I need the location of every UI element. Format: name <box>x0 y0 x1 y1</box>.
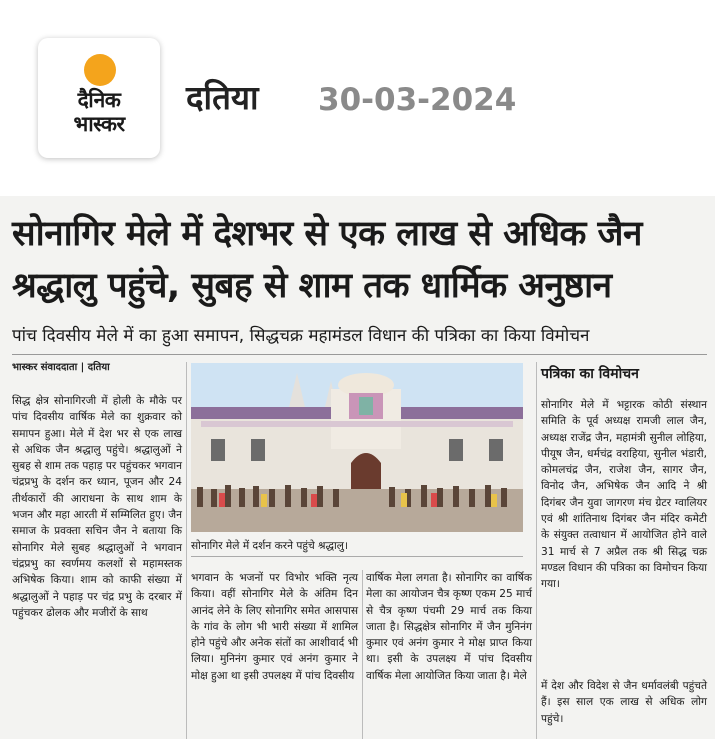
headline-line-1: सोनागिर मेले में देशभर से एक लाख से अधिक जैन <box>12 214 642 254</box>
logo-line-1: दैनिक <box>77 88 121 112</box>
sidebar-title: पत्रिका का विमोचन <box>541 366 639 382</box>
column-divider <box>362 570 363 739</box>
divider <box>12 354 707 355</box>
temple-photo <box>191 363 523 532</box>
article-column-3: वार्षिक मेला लगता है। सोनागिर का वार्षिक मेला का आयोजन चैत्र कृष्ण एकम 25 मार्च से चैत्र कृष्ण पंचमी 29 मार्च तक किया जाता है। सिद्धक्षेत्र सोनागिर में जैन मुनिनंग कुमार एवं अनंग कुमार ने मोक्ष प्राप्त किया था। इसी के उपलक्ष्य में पांच दिवसीय वार्षिक मेला आयोजित किया जाता है। मेले <box>366 572 532 682</box>
article-column-1: सिद्ध क्षेत्र सोनागिरजी में होली के मौके पर पांच दिवसीय वार्षिक मेले का शुक्रवार को समापन हुआ। मेले में देश भर से एक लाख से अधिक जैन श्रद्धालु पहुंचे। श्रद्धालुओं ने सुबह से शाम तक पहाड़ पर पहुंचकर भगवान चंद्रप्रभु के दर्शन कर ध्यान, पूजन और 24 तीर्थकारों की आराधना के साथ शाम के भजन और महा आरती में सम्मिलित हुए। जैन समाज के प्रवक्ता सचिन जैन ने बताया कि सोनागिर मेले सुबह श्रद्धालुओं ने भगवान चंद्रप्रभु का स्वर्णमय कलशों से महामस्तक अभिषेक किया। शाम को काफी संख्या में श्रद्धालुओं ने पहाड़ पर चंद्र प्रभु के दरबार में पहुंचकर ढोलक और मजीरों के साथ <box>12 395 182 619</box>
headline-line-2: श्रद्धालु पहुंचे, सुबह से शाम तक धार्मिक अनुष्ठान <box>12 266 612 306</box>
article-column-2: भगवान के भजनों पर विभोर भक्ति नृत्य किया। वहीं सोनागिर मेले के अंतिम दिन आनंद लेने के लिए सोनागिर समेत आसपास के गांव के लोग भी भारी संख्या में शामिल होने पहुंचे और अनेक संतों का आशीवार्द भी लिया। मुनिनंग कुमार एवं अनंग कुमार ने मोक्ष हुआ था इसी उपलक्ष्य में पांच दिवसीय <box>191 572 358 682</box>
sun-logo-icon <box>84 54 116 86</box>
date-label: 30-03-2024 <box>318 82 517 118</box>
byline: भास्कर संवाददाता | दतिया <box>12 362 110 373</box>
column-divider <box>536 362 537 739</box>
column-divider <box>186 362 187 739</box>
article-column-4-continued: में देश और विदेश से जैन धर्मावलंबी पहुंचते हैं। इस साल एक लाख से अधिक लोग पहुंचे। <box>541 680 707 725</box>
dainik-bhaskar-logo <box>38 38 160 158</box>
photo-caption: सोनागिर मेले में दर्शन करने पहुंचे श्रद्धालु। <box>191 538 523 557</box>
article-column-4: सोनागिर मेले में भट्टारक कोठी संस्थान समिति के पूर्व अध्यक्ष रामजी लाल जैन, अध्यक्ष राजेंद्र जैन, महामंत्री सुनील लोहिया, पीयूष जैन, धर्मचंद्र वराहिया, सुनील भंडारी, कोमलचंद्र जैन, राजेश जैन, सागर जैन, विनोद जैन, अभिषेक जैन आदि ने श्री दिगंबर जैन युवा जागरण मंच ग्रेटर ग्वालियर एवं श्री शांतिनाथ दिगंबर जैन मंदिर कमेटी के संयुक्त तत्वाधान में आयोजित होने वाले 31 मार्च से 7 अप्रैल तक श्री सिद्ध चक्र मण्डल विधान की पत्रिका का विमोचन किया गया। <box>541 399 707 591</box>
logo-line-2: भास्कर <box>73 112 125 136</box>
city-label: दतिया <box>186 78 259 117</box>
sub-headline: पांच दिवसीय मेले में का हुआ समापन, सिद्धचक्र महामंडल विधान की पत्रिका का किया विमोचन <box>12 326 590 346</box>
newspaper-clipping <box>0 196 715 739</box>
